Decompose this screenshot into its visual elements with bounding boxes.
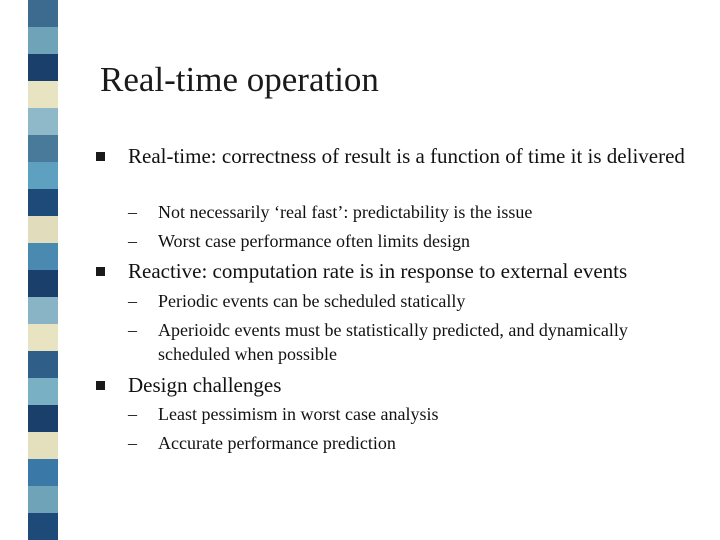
square-bullet-icon: [96, 267, 105, 276]
slide-title: Real-time operation: [100, 60, 379, 99]
dash-marker: –: [128, 231, 137, 251]
dash-marker: –: [128, 291, 137, 311]
stripe: [28, 324, 58, 351]
sub-bullet-text: Not necessarily ‘real fast’: predictability is the issue: [158, 202, 533, 222]
decorative-stripe-bar: [28, 0, 58, 540]
stripe: [28, 54, 58, 81]
stripe: [28, 459, 58, 486]
stripe: [28, 108, 58, 135]
square-bullet-icon: [96, 152, 105, 161]
sub-bullet-text: Aperioidc events must be statistically predicted, and dynamically scheduled when possible: [158, 320, 628, 364]
sub-bullet-text: Accurate performance prediction: [158, 433, 396, 453]
bullet-text: Real-time: correctness of result is a function of time it is delivered: [128, 144, 685, 168]
stripe: [28, 486, 58, 513]
stripe: [28, 216, 58, 243]
stripe: [28, 405, 58, 432]
dash-marker: –: [128, 433, 137, 453]
bullet-text: Design challenges: [128, 373, 282, 397]
stripe: [28, 189, 58, 216]
stripe: [28, 378, 58, 405]
stripe: [28, 432, 58, 459]
stripe: [28, 81, 58, 108]
square-bullet-icon: [96, 381, 105, 390]
stripe: [28, 270, 58, 297]
stripe: [28, 135, 58, 162]
sub-bullet-text: Least pessimism in worst case analysis: [158, 404, 439, 424]
dash-marker: –: [128, 320, 137, 340]
stripe: [28, 297, 58, 324]
stripe: [28, 162, 58, 189]
stripe: [28, 513, 58, 540]
sub-bullet-text: Worst case performance often limits design: [158, 231, 470, 251]
sub-bullet-text: Periodic events can be scheduled statically: [158, 291, 466, 311]
stripe: [28, 27, 58, 54]
stripe: [28, 0, 58, 27]
dash-marker: –: [128, 202, 137, 222]
bullet-text: Reactive: computation rate is in response to external events: [128, 259, 628, 283]
dash-marker: –: [128, 404, 137, 424]
stripe: [28, 243, 58, 270]
stripe: [28, 351, 58, 378]
